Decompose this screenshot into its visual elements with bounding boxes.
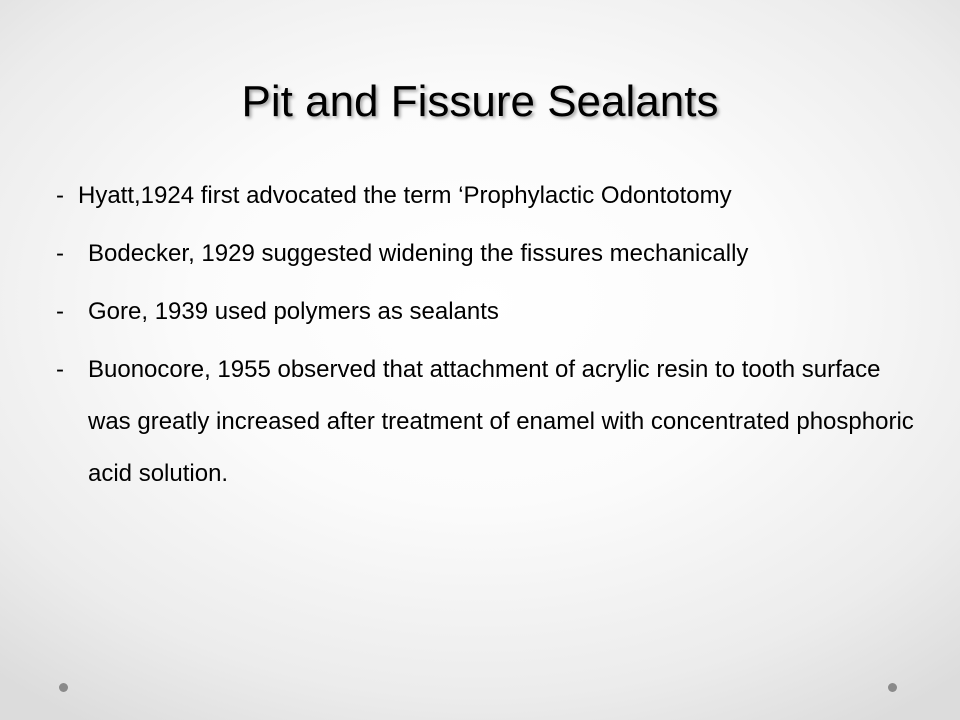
list-item <box>56 344 916 500</box>
bullet-dash: - <box>56 182 64 209</box>
list-item <box>56 286 916 338</box>
list-item-text: Buonocore, 1955 observed that attachment of acrylic resin to tooth surface was greatly increased after treatment of enamel with concentrated phosphoric acid solution. <box>88 356 914 487</box>
list-item <box>56 170 916 222</box>
list-item <box>56 228 916 280</box>
list-item-text: Gore, 1939 used polymers as sealants <box>88 298 499 325</box>
bullet-list <box>56 170 916 506</box>
list-item-text: Hyatt,1924 first advocated the term ‘Prophylactic Odontotomy <box>78 182 732 209</box>
decorative-dot-right <box>888 683 897 692</box>
slide-title: Pit and Fissure Sealants <box>241 77 719 126</box>
list-item-text: Bodecker, 1929 suggested widening the fissures mechanically <box>88 240 749 267</box>
bullet-dash: - <box>56 240 64 267</box>
bullet-dash: - <box>56 298 64 325</box>
decorative-dot-left <box>59 683 68 692</box>
bullet-dash: - <box>56 356 64 383</box>
